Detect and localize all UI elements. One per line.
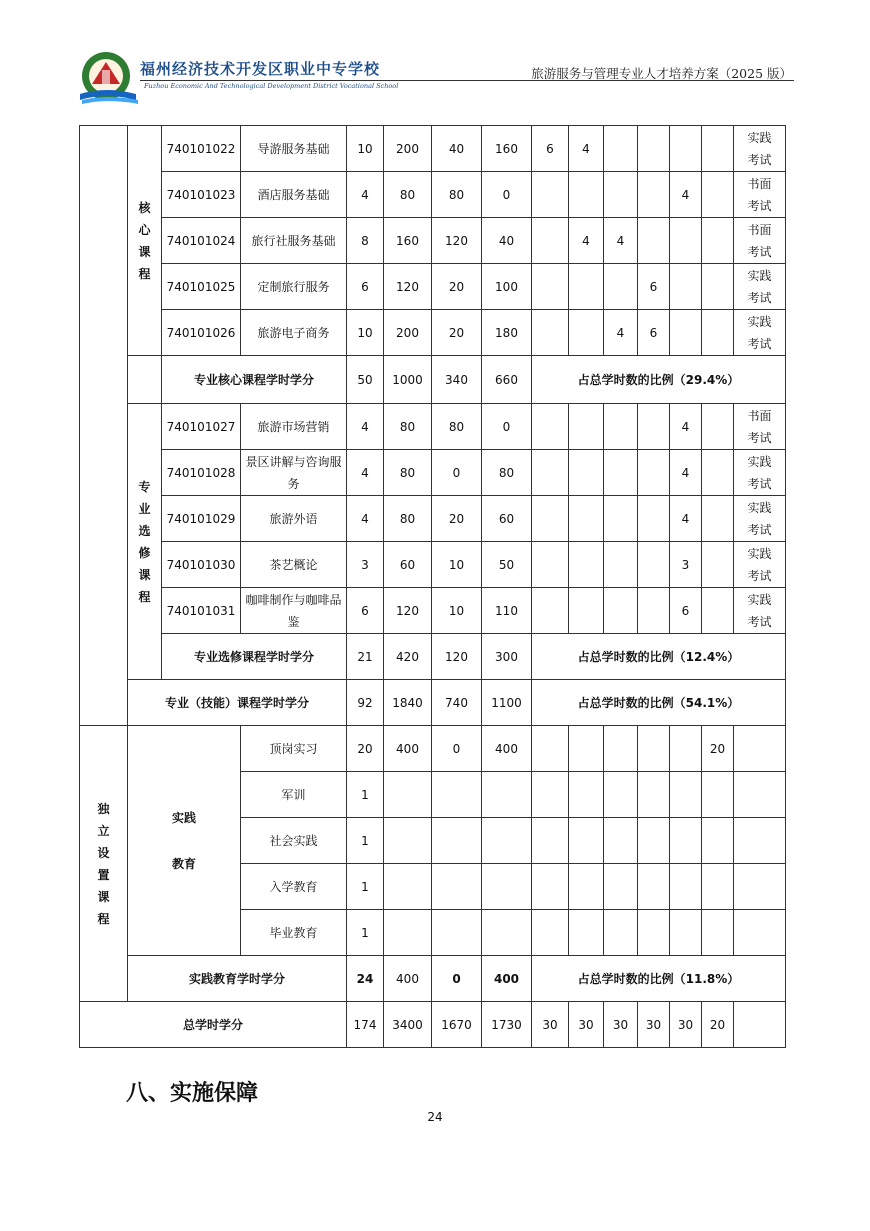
theory-cell: 0 bbox=[432, 956, 482, 1002]
credit-cell: 10 bbox=[347, 126, 384, 172]
term-cell bbox=[569, 310, 604, 356]
term-cell bbox=[670, 264, 702, 310]
outer-group-cell bbox=[80, 126, 128, 726]
theory-cell: 80 bbox=[432, 404, 482, 450]
term-cell bbox=[702, 404, 734, 450]
term-cell bbox=[670, 218, 702, 264]
theory-cell: 80 bbox=[432, 172, 482, 218]
page-number: 24 bbox=[427, 1110, 443, 1124]
table-row bbox=[80, 542, 786, 588]
term-cell bbox=[638, 218, 670, 264]
term-cell bbox=[604, 496, 638, 542]
practice-category-label: 实践 教育 bbox=[128, 726, 241, 956]
practice-cell: 660 bbox=[482, 356, 532, 404]
theory-cell: 20 bbox=[432, 264, 482, 310]
term-cell bbox=[604, 264, 638, 310]
term-cell: 4 bbox=[604, 310, 638, 356]
term-cell bbox=[569, 726, 604, 772]
course-name: 入学教育 bbox=[241, 864, 347, 910]
term-cell bbox=[638, 172, 670, 218]
exam-type: 实践 考试 bbox=[734, 126, 786, 172]
school-name-cn: 福州经济技术开发区职业中专学校 bbox=[140, 60, 381, 78]
theory-cell: 10 bbox=[432, 542, 482, 588]
theory-cell: 120 bbox=[432, 218, 482, 264]
credit-cell: 3 bbox=[347, 542, 384, 588]
table-row bbox=[80, 264, 786, 310]
term-cell bbox=[532, 404, 569, 450]
ratio-cell: 占总学时数的比例（54.1%） bbox=[532, 680, 786, 726]
term-cell bbox=[532, 726, 569, 772]
practice-cell: 1730 bbox=[482, 1002, 532, 1048]
course-code: 740101023 bbox=[162, 172, 241, 218]
exam-type: 实践 考试 bbox=[734, 310, 786, 356]
term-cell bbox=[532, 450, 569, 496]
term-cell bbox=[702, 126, 734, 172]
credit-cell: 21 bbox=[347, 634, 384, 680]
course-code: 740101022 bbox=[162, 126, 241, 172]
term-cell bbox=[532, 172, 569, 218]
exam-type: 实践 考试 bbox=[734, 588, 786, 634]
term-cell: 4 bbox=[670, 496, 702, 542]
subtotal-label: 专业（技能）课程学时学分 bbox=[128, 680, 347, 726]
credit-cell: 4 bbox=[347, 450, 384, 496]
term-cell bbox=[569, 588, 604, 634]
course-name: 咖啡制作与咖啡品鉴 bbox=[241, 588, 347, 634]
term-cell bbox=[532, 310, 569, 356]
term-cell bbox=[638, 126, 670, 172]
term-cell: 6 bbox=[638, 264, 670, 310]
credit-cell: 92 bbox=[347, 680, 384, 726]
course-name: 旅游市场营销 bbox=[241, 404, 347, 450]
skills-total-row bbox=[80, 680, 786, 726]
theory-cell: 340 bbox=[432, 356, 482, 404]
course-plan-table bbox=[79, 125, 786, 1048]
independent-group-label: 独 立 设 置 课 程 bbox=[80, 726, 128, 1002]
term-cell bbox=[604, 126, 638, 172]
theory-cell: 40 bbox=[432, 126, 482, 172]
term-cell: 6 bbox=[532, 126, 569, 172]
course-code: 740101024 bbox=[162, 218, 241, 264]
table-row bbox=[80, 726, 786, 772]
term-cell bbox=[569, 404, 604, 450]
exam-type: 实践 考试 bbox=[734, 264, 786, 310]
term-cell: 30 bbox=[638, 1002, 670, 1048]
course-name: 茶艺概论 bbox=[241, 542, 347, 588]
term-cell bbox=[702, 218, 734, 264]
practice-cell: 300 bbox=[482, 634, 532, 680]
theory-cell: 10 bbox=[432, 588, 482, 634]
term-cell: 3 bbox=[670, 542, 702, 588]
course-code: 740101031 bbox=[162, 588, 241, 634]
course-name: 旅游外语 bbox=[241, 496, 347, 542]
term-cell bbox=[638, 496, 670, 542]
course-name: 旅游电子商务 bbox=[241, 310, 347, 356]
term-cell bbox=[604, 404, 638, 450]
credit-cell: 1 bbox=[347, 910, 384, 956]
credit-cell: 24 bbox=[347, 956, 384, 1002]
table-row bbox=[80, 450, 786, 496]
hours-cell: 1000 bbox=[384, 356, 432, 404]
credit-cell: 20 bbox=[347, 726, 384, 772]
grand-total-label: 总学时学分 bbox=[80, 1002, 347, 1048]
hours-cell: 200 bbox=[384, 126, 432, 172]
theory-cell: 20 bbox=[432, 496, 482, 542]
practice-cell: 60 bbox=[482, 496, 532, 542]
term-cell bbox=[702, 264, 734, 310]
theory-cell: 1670 bbox=[432, 1002, 482, 1048]
course-code: 740101026 bbox=[162, 310, 241, 356]
ratio-cell: 占总学时数的比例（12.4%） bbox=[532, 634, 786, 680]
practice-cell: 100 bbox=[482, 264, 532, 310]
exam-type: 实践 考试 bbox=[734, 542, 786, 588]
document-title: 旅游服务与管理专业人才培养方案（2025 版） bbox=[531, 66, 792, 81]
exam-type: 实践 考试 bbox=[734, 450, 786, 496]
course-name: 社会实践 bbox=[241, 818, 347, 864]
term-cell bbox=[604, 542, 638, 588]
practice-cell: 40 bbox=[482, 218, 532, 264]
table-row bbox=[80, 404, 786, 450]
core-subtotal-row bbox=[80, 356, 786, 404]
table-row bbox=[80, 218, 786, 264]
course-code: 740101025 bbox=[162, 264, 241, 310]
subtotal-label: 专业选修课程学时学分 bbox=[162, 634, 347, 680]
course-code: 740101027 bbox=[162, 404, 241, 450]
theory-cell: 0 bbox=[432, 726, 482, 772]
credit-cell: 6 bbox=[347, 588, 384, 634]
term-cell bbox=[670, 310, 702, 356]
term-cell bbox=[702, 496, 734, 542]
hours-cell: 3400 bbox=[384, 1002, 432, 1048]
term-cell bbox=[532, 588, 569, 634]
term-cell bbox=[604, 172, 638, 218]
course-name: 导游服务基础 bbox=[241, 126, 347, 172]
hours-cell: 120 bbox=[384, 264, 432, 310]
term-cell bbox=[569, 496, 604, 542]
exam-type bbox=[734, 1002, 786, 1048]
course-name: 旅行社服务基础 bbox=[241, 218, 347, 264]
course-name: 毕业教育 bbox=[241, 910, 347, 956]
term-cell bbox=[670, 126, 702, 172]
hours-cell: 80 bbox=[384, 450, 432, 496]
grand-total-row bbox=[80, 1002, 786, 1048]
practice-cell: 0 bbox=[482, 404, 532, 450]
term-cell: 4 bbox=[569, 218, 604, 264]
exam-type: 书面 考试 bbox=[734, 404, 786, 450]
credit-cell: 174 bbox=[347, 1002, 384, 1048]
term-cell: 30 bbox=[532, 1002, 569, 1048]
practice-cell: 50 bbox=[482, 542, 532, 588]
term-cell: 30 bbox=[569, 1002, 604, 1048]
term-cell: 20 bbox=[702, 1002, 734, 1048]
subtotal-label: 实践教育学时学分 bbox=[128, 956, 347, 1002]
practice-cell: 1100 bbox=[482, 680, 532, 726]
exam-type: 书面 考试 bbox=[734, 218, 786, 264]
exam-type bbox=[734, 726, 786, 772]
course-name: 景区讲解与咨询服务 bbox=[241, 450, 347, 496]
hours-cell: 200 bbox=[384, 310, 432, 356]
table-row bbox=[80, 310, 786, 356]
hours-cell: 120 bbox=[384, 588, 432, 634]
credit-cell: 10 bbox=[347, 310, 384, 356]
course-name: 酒店服务基础 bbox=[241, 172, 347, 218]
subtotal-label: 专业核心课程学时学分 bbox=[162, 356, 347, 404]
credit-cell: 1 bbox=[347, 818, 384, 864]
practice-cell: 0 bbox=[482, 172, 532, 218]
term-cell: 4 bbox=[604, 218, 638, 264]
practice-cell: 80 bbox=[482, 450, 532, 496]
hours-cell: 420 bbox=[384, 634, 432, 680]
theory-cell: 740 bbox=[432, 680, 482, 726]
term-cell: 6 bbox=[670, 588, 702, 634]
practice-cell: 180 bbox=[482, 310, 532, 356]
theory-cell: 120 bbox=[432, 634, 482, 680]
hours-cell: 160 bbox=[384, 218, 432, 264]
term-cell: 4 bbox=[670, 172, 702, 218]
course-code: 740101029 bbox=[162, 496, 241, 542]
course-name: 顶岗实习 bbox=[241, 726, 347, 772]
term-cell bbox=[569, 450, 604, 496]
course-code: 740101030 bbox=[162, 542, 241, 588]
credit-cell: 4 bbox=[347, 496, 384, 542]
term-cell bbox=[532, 264, 569, 310]
credit-cell: 1 bbox=[347, 772, 384, 818]
term-cell: 4 bbox=[569, 126, 604, 172]
term-cell bbox=[532, 496, 569, 542]
term-cell: 4 bbox=[670, 450, 702, 496]
term-cell bbox=[638, 450, 670, 496]
theory-cell: 0 bbox=[432, 450, 482, 496]
term-cell bbox=[638, 404, 670, 450]
term-cell: 4 bbox=[670, 404, 702, 450]
ratio-cell: 占总学时数的比例（29.4%） bbox=[532, 356, 786, 404]
school-name-en: Fuzhou Economic And Technological Development District Vocational School bbox=[144, 82, 399, 90]
term-cell: 20 bbox=[702, 726, 734, 772]
term-cell bbox=[638, 588, 670, 634]
credit-cell: 6 bbox=[347, 264, 384, 310]
hours-cell: 60 bbox=[384, 542, 432, 588]
credit-cell: 4 bbox=[347, 404, 384, 450]
theory-cell: 20 bbox=[432, 310, 482, 356]
core-group-label: 核 心 课 程 bbox=[128, 126, 162, 356]
term-cell: 30 bbox=[670, 1002, 702, 1048]
page-header bbox=[78, 44, 794, 104]
hours-cell: 400 bbox=[384, 726, 432, 772]
exam-type: 书面 考试 bbox=[734, 172, 786, 218]
practice-cell: 110 bbox=[482, 588, 532, 634]
term-cell bbox=[569, 172, 604, 218]
course-name: 定制旅行服务 bbox=[241, 264, 347, 310]
term-cell: 6 bbox=[638, 310, 670, 356]
elective-group-label: 专 业 选 修 课 程 bbox=[128, 404, 162, 680]
term-cell bbox=[569, 264, 604, 310]
term-cell: 30 bbox=[604, 1002, 638, 1048]
hours-cell: 80 bbox=[384, 496, 432, 542]
term-cell bbox=[638, 542, 670, 588]
table-row bbox=[80, 126, 786, 172]
term-cell bbox=[702, 542, 734, 588]
course-name: 军训 bbox=[241, 772, 347, 818]
term-cell bbox=[702, 172, 734, 218]
term-cell bbox=[702, 588, 734, 634]
term-cell bbox=[638, 726, 670, 772]
practice-cell: 400 bbox=[482, 956, 532, 1002]
section-heading: 八、实施保障 bbox=[126, 1081, 259, 1106]
practice-cell: 160 bbox=[482, 126, 532, 172]
term-cell bbox=[670, 726, 702, 772]
term-cell bbox=[532, 218, 569, 264]
hours-cell: 80 bbox=[384, 172, 432, 218]
table-row bbox=[80, 588, 786, 634]
hours-cell: 1840 bbox=[384, 680, 432, 726]
hours-cell: 80 bbox=[384, 404, 432, 450]
term-cell bbox=[604, 450, 638, 496]
practice-cell: 400 bbox=[482, 726, 532, 772]
school-emblem-icon bbox=[78, 50, 140, 106]
credit-cell: 50 bbox=[347, 356, 384, 404]
term-cell bbox=[604, 588, 638, 634]
practice-subtotal-row bbox=[80, 956, 786, 1002]
table-row bbox=[80, 172, 786, 218]
blank-cell bbox=[128, 356, 162, 404]
credit-cell: 1 bbox=[347, 864, 384, 910]
term-cell bbox=[702, 450, 734, 496]
term-cell bbox=[569, 542, 604, 588]
term-cell bbox=[702, 310, 734, 356]
exam-type: 实践 考试 bbox=[734, 496, 786, 542]
course-code: 740101028 bbox=[162, 450, 241, 496]
term-cell bbox=[532, 542, 569, 588]
hours-cell: 400 bbox=[384, 956, 432, 1002]
credit-cell: 8 bbox=[347, 218, 384, 264]
table-row bbox=[80, 496, 786, 542]
term-cell bbox=[604, 726, 638, 772]
elective-subtotal-row bbox=[80, 634, 786, 680]
ratio-cell: 占总学时数的比例（11.8%） bbox=[532, 956, 786, 1002]
credit-cell: 4 bbox=[347, 172, 384, 218]
